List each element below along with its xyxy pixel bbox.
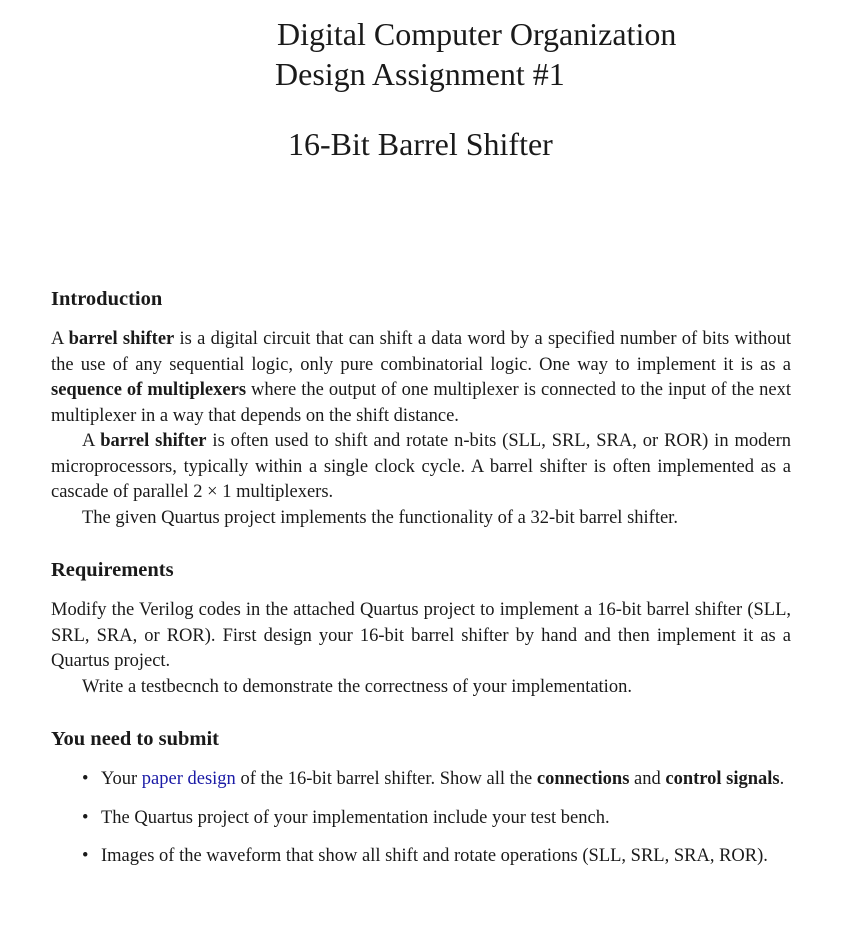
- requirements-paragraph-2: Write a testbecnch to demonstrate the correctness of your implementation.: [82, 676, 632, 697]
- submission-section: [51, 726, 791, 883]
- introduction-section: [51, 286, 791, 531]
- introduction-paragraph-1: A barrel shifter is a digital circuit that can shift a data word by a specified number of bits without the use of any sequential logic, only pure combinatorial logic. One way to implement it is as a sequence of multiplexers where the output of one multiplexer is connected to the input of the next multiplexer in a way that depends on the shift distance.: [51, 329, 791, 426]
- bullet-icon: •: [82, 807, 89, 828]
- list-item: • Images of the waveform that show all shift and rotate operations (SLL, SRL, SRA, ROR).: [51, 844, 791, 870]
- submission-heading: You need to submit: [51, 728, 220, 750]
- paper-design-link[interactable]: paper design: [141, 769, 236, 789]
- introduction-paragraph-3: The given Quartus project implements the functionality of a 32-bit barrel shifter.: [82, 507, 678, 528]
- submission-list: [51, 767, 791, 870]
- list-item: • Your paper design of the 16-bit barrel shifter. Show all the connections and control signals.: [51, 767, 791, 793]
- bullet-icon: •: [82, 769, 89, 789]
- requirements-heading: Requirements: [51, 559, 174, 581]
- course-title: Digital Computer Organization: [277, 16, 677, 52]
- introduction-heading: Introduction: [51, 288, 163, 310]
- requirements-paragraph-1: Modify the Verilog codes in the attached Quartus project to implement a 16-bit barrel shifter (SLL, SRL, SRA, or ROR). First design your 16-bit barrel shifter by hand and then implement it as a Quartus project.: [51, 600, 791, 671]
- assignment-subtitle: 16-Bit Barrel Shifter: [288, 126, 553, 162]
- list-item: • The Quartus project of your implementation include your test bench.: [51, 806, 791, 832]
- introduction-paragraph-2: A barrel shifter is often used to shift and rotate n-bits (SLL, SRL, SRA, or ROR) in modern microprocessors, typically within a single clock cycle. A barrel shifter is often implemented as a cascade of parallel 2 × 1 multiplexers.: [51, 431, 791, 502]
- assignment-title: Design Assignment #1: [275, 56, 565, 92]
- requirements-section: [51, 557, 791, 700]
- bullet-icon: •: [82, 846, 89, 866]
- title-block: [0, 14, 865, 164]
